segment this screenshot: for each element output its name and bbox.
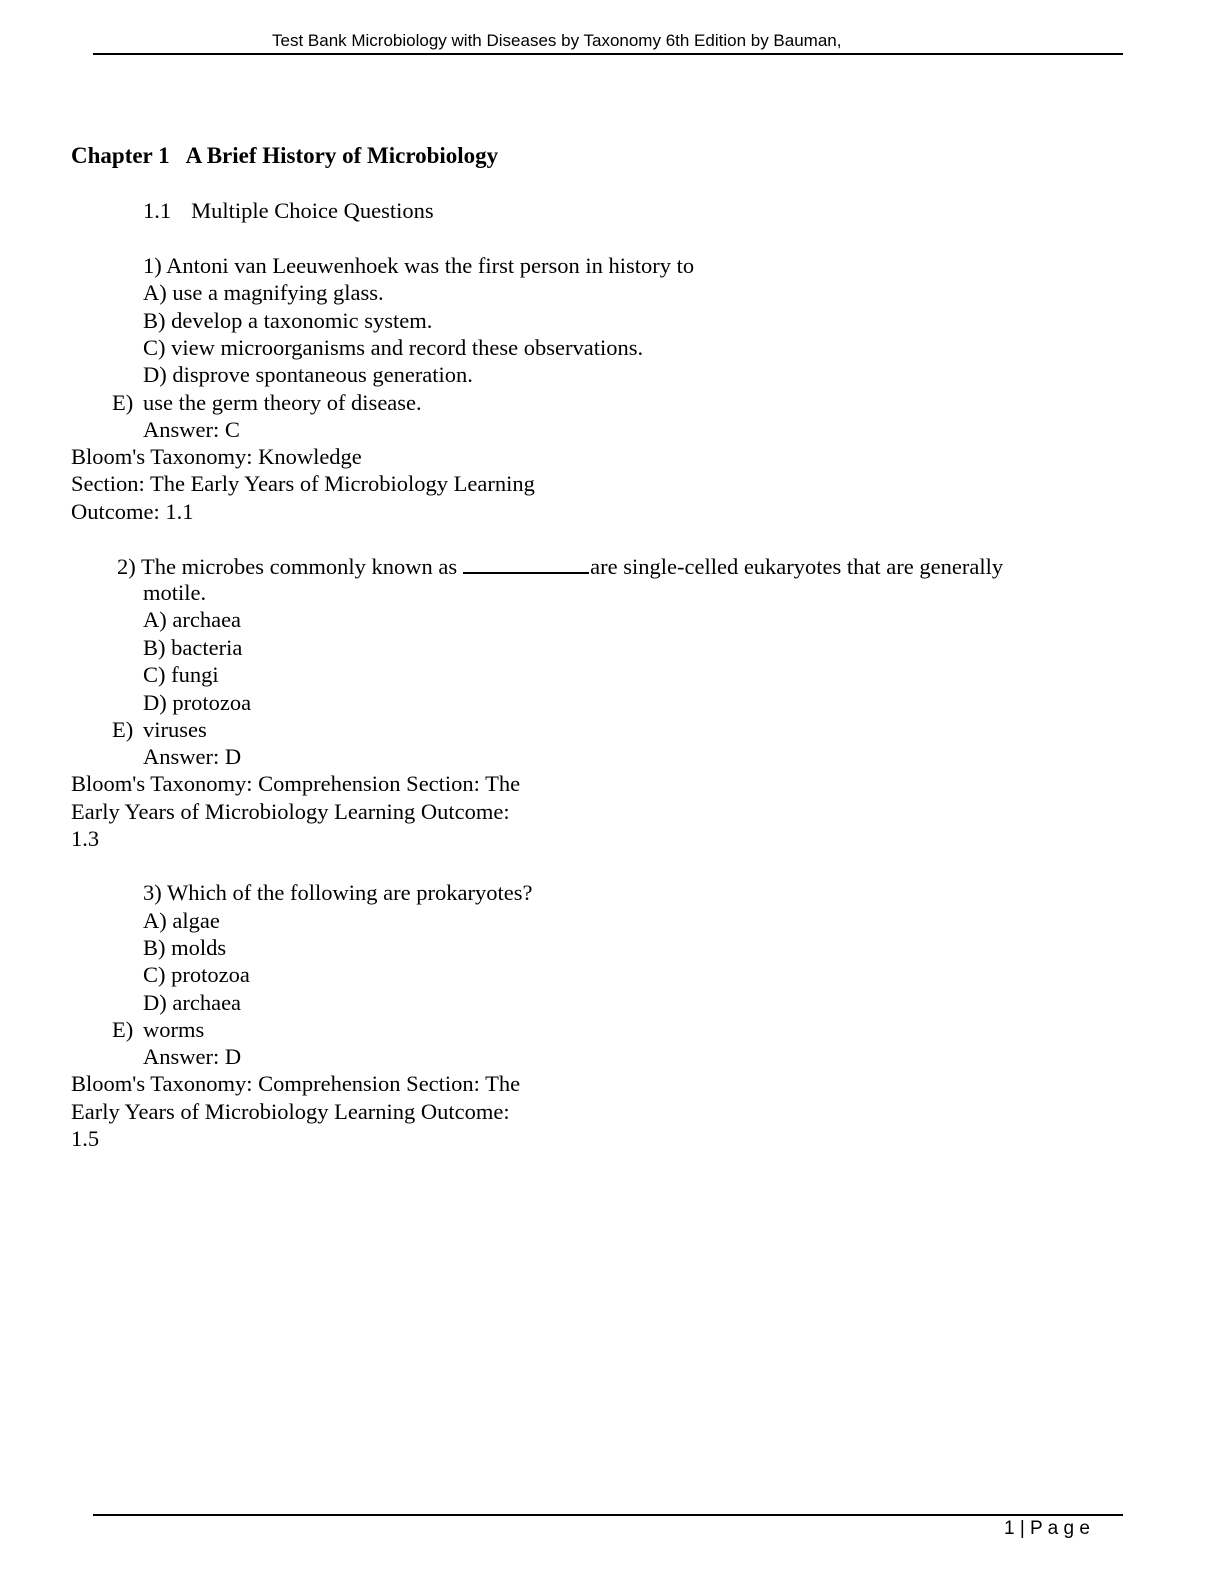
question-meta-line: 1.3 xyxy=(71,826,100,851)
question-stem xyxy=(117,552,1003,580)
answer-choice-e-letter: E) xyxy=(112,390,134,415)
answer-choice-e-text: viruses xyxy=(143,717,207,742)
answer-choice: A) algae xyxy=(143,908,220,933)
section-number: 1.1 xyxy=(143,198,172,223)
answer-choice: B) bacteria xyxy=(143,635,243,660)
answer-choice-e-letter: E) xyxy=(112,1017,134,1042)
correct-answer: Answer: C xyxy=(143,417,240,442)
question-meta-line: 1.5 xyxy=(71,1126,100,1151)
chapter-number: Chapter 1 xyxy=(71,143,170,168)
question-stem-after-blank: are single-celled eukaryotes that are generally xyxy=(590,554,1004,579)
question-meta-line: Early Years of Microbiology Learning Outcome: xyxy=(71,799,510,824)
answer-choice: C) view microorganisms and record these observations. xyxy=(143,335,644,360)
section-heading xyxy=(143,197,434,224)
section-title: Multiple Choice Questions xyxy=(191,198,434,223)
question-meta-line: Bloom's Taxonomy: Comprehension Section: The xyxy=(71,1071,521,1096)
footer-divider xyxy=(93,1514,1123,1516)
answer-choice: C) fungi xyxy=(143,662,219,687)
answer-choice: B) develop a taxonomic system. xyxy=(143,308,433,333)
question-meta-line: Bloom's Taxonomy: Knowledge xyxy=(71,444,362,469)
question-stem: 3) Which of the following are prokaryotes? xyxy=(143,880,533,905)
header-divider xyxy=(93,53,1123,55)
question-stem-before-blank: 2) The microbes commonly known as xyxy=(117,554,458,579)
correct-answer: Answer: D xyxy=(143,744,242,769)
fill-in-blank xyxy=(463,552,589,574)
question-stem-continuation: motile. xyxy=(143,580,207,605)
question-meta-line: Bloom's Taxonomy: Comprehension Section: The xyxy=(71,771,521,796)
running-header: Test Bank Microbiology with Diseases by Taxonomy 6th Edition by Bauman, xyxy=(272,31,842,50)
correct-answer: Answer: D xyxy=(143,1044,242,1069)
answer-choice: D) archaea xyxy=(143,990,242,1015)
answer-choice: B) molds xyxy=(143,935,227,960)
question-meta-line: Early Years of Microbiology Learning Outcome: xyxy=(71,1099,510,1124)
question-meta-line: Section: The Early Years of Microbiology Learning xyxy=(71,471,535,496)
answer-choice-e-text: use the germ theory of disease. xyxy=(143,390,422,415)
answer-choice: A) use a magnifying glass. xyxy=(143,280,384,305)
answer-choice-e-text: worms xyxy=(143,1017,205,1042)
answer-choice: C) protozoa xyxy=(143,962,250,987)
answer-choice: D) disprove spontaneous generation. xyxy=(143,362,473,387)
answer-choice: D) protozoa xyxy=(143,690,252,715)
chapter-heading xyxy=(71,142,498,169)
answer-choice-e-letter: E) xyxy=(112,717,134,742)
chapter-title: A Brief History of Microbiology xyxy=(185,143,499,168)
question-stem: 1) Antoni van Leeuwenhoek was the first person in history to xyxy=(143,253,695,278)
question-meta-line: Outcome: 1.1 xyxy=(71,499,194,524)
page-number: 1 | P a g e xyxy=(1004,1518,1090,1539)
answer-choice: A) archaea xyxy=(143,607,242,632)
